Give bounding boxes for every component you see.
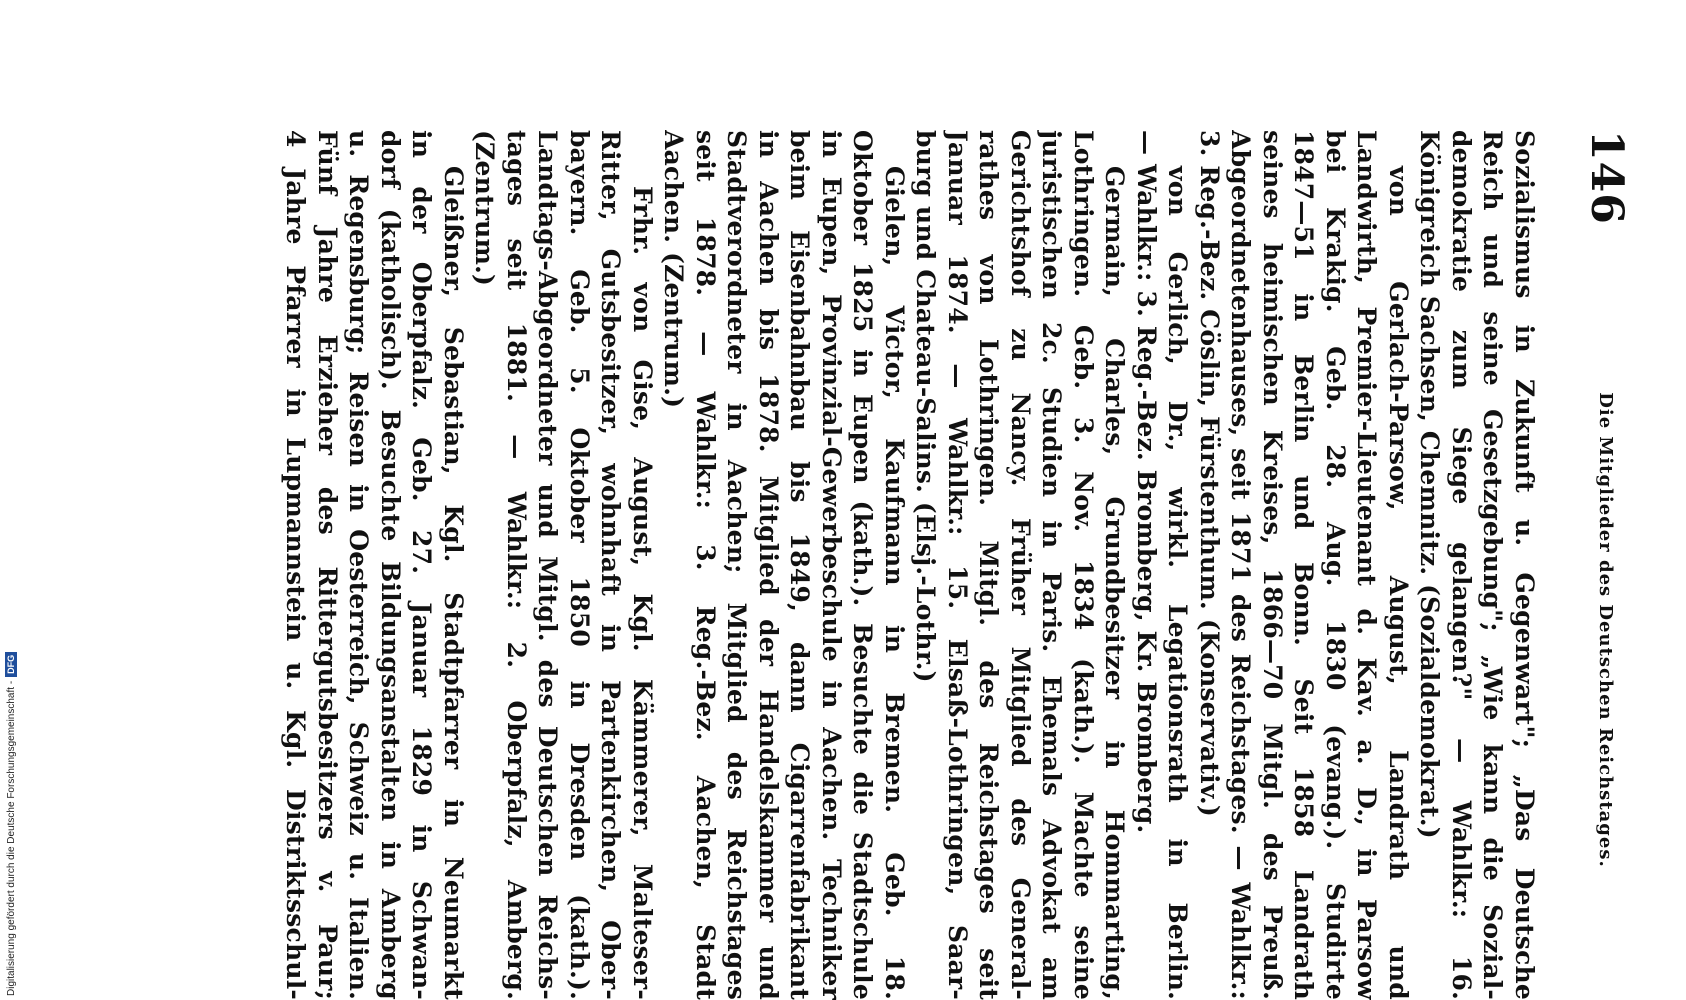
text-line: burg und Chateau-Salins. (Elsj.-Lothr.) — [911, 130, 941, 683]
text-line: Fünf Jahre Erzieher des Rittergutsbesitzers v. Paur; — [313, 130, 342, 1000]
text-line: Ritter, Gutsbesitzer, wohnhaft in Partenkirchen, Ober- — [596, 130, 626, 1000]
text-line: (Zentrum.) — [470, 130, 500, 287]
text-line: — Wahlkr.: 3. Reg.-Bez. Bromberg, Kr. Bromberg. — [1132, 130, 1161, 834]
text-line: seines heimischen Kreises, 1866—70 Mitgl. des Preuß. — [1258, 130, 1287, 1000]
text-line: Gielen, Victor, Kaufmann in Bremen. Geb. 18. — [880, 166, 909, 1000]
text-line: in Aachen bis 1878. Mitglied der Handelskammer und — [754, 130, 783, 1000]
text-line: Sozialismus in Zukunft u. Gegenwart"; „Das Deutsche — [1510, 130, 1539, 1000]
dfg-logo: DFG — [5, 652, 17, 677]
text-line: bei Krakig. Geb. 28. Aug. 1830 (evang.). Studirte — [1321, 130, 1350, 1000]
text-line: demokratie zum Siege gelangen?" — Wahlkr.: 16. — [1447, 130, 1476, 1000]
text-line: 4 Jahre Pfarrer in Lupmannstein u. Kgl. Distriktsschul- — [281, 130, 311, 1000]
text-line: seit 1878. — Wahlkr.: 3. Reg.-Bez. Aachen, Stadt — [691, 130, 720, 1000]
text-line: Landwirth, Premier-Lieutenant d. Kav. a. D., in Parsow — [1352, 130, 1382, 1000]
text-line: tages seit 1881. — Wahlkr.: 2. Oberpfalz, Amberg. — [502, 130, 531, 1000]
text-line: Landtags-Abgeordneter und Mitgl. des Deutschen Reichs- — [533, 130, 563, 1000]
text-line: Oktober 1825 in Eupen (kath.). Besuchte die Stadtschule — [848, 130, 878, 1000]
text-line: beim Eisenbahnbau bis 1849, dann Cigarrenfabrikant — [785, 130, 815, 1000]
text-line: in der Oberpfalz. Geb. 27. Januar 1829 in Schwan- — [407, 130, 437, 1000]
text-line: Januar 1874. — Wahlkr.: 15. Elsaß-Lothringen, Saar- — [943, 130, 972, 1000]
text-line: bayern. Geb. 5. Oktober 1850 in Dresden (kath.). — [565, 130, 594, 1000]
rotated-page-container — [281, 130, 1632, 1000]
digitization-credit — [0, 0, 22, 1000]
text-line: in Eupen, Provinzial-Gewerbeschule in Aachen. Techniker — [817, 130, 846, 1000]
text-line: Frhr. von Gise, August, Kgl. Kämmerer, Malteser- — [628, 186, 657, 1000]
text-line: Gerichtshof zu Nancy. Früher Mitglied des General- — [1006, 130, 1035, 1000]
text-line: von Gerlach-Parsow, August, Landrath und — [1384, 166, 1413, 1000]
page-body — [280, 130, 1540, 1000]
text-line: juristischen 2c. Studien in Paris. Ehemals Advokat am — [1037, 130, 1067, 1000]
text-line: u. Regensburg; Reisen in Oesterreich, Schweiz u. Italien. — [344, 130, 374, 1000]
text-line: Gleißner, Sebastian, Kgl. Stadtpfarrer in Neumarkt — [439, 166, 468, 1000]
text-line: 3. Reg.-Bez. Cöslin, Fürstenthum. (Konservativ.) — [1195, 130, 1224, 817]
running-head — [1560, 130, 1632, 1000]
text-line: dorf (katholisch). Besuchte Bildungsanstalten in Amberg — [376, 130, 405, 1000]
running-title: Die Mitglieder des Deutschen Reichstages. — [1595, 392, 1616, 868]
page-number: 146 — [1581, 130, 1632, 225]
text-line: 1847—51 in Berlin und Bonn. Seit 1858 Landrath — [1289, 130, 1319, 1000]
text-line: Königreich Sachsen, Chemnitz. (Sozialdemokrat.) — [1415, 130, 1445, 839]
text-line: Stadtverordneter in Aachen; Mitglied des Reichstages — [722, 130, 752, 1000]
text-line: von Gerlich, Dr., wirkl. Legationsrath in Berlin. — [1163, 166, 1193, 1000]
book-page — [281, 130, 1632, 1000]
text-line: Abgeordnetenhauses, seit 1871 des Reichstages. — Wahlkr.: — [1226, 130, 1256, 1000]
text-line: Reich und seine Gesetzgebung"; „Wie kann die Sozial- — [1478, 130, 1508, 1000]
text-line: Aachen. (Zentrum.) — [659, 130, 689, 409]
text-line: rathes von Lothringen. Mitgl. des Reichstages seit — [974, 130, 1004, 1000]
text-line: Germain, Charles, Grundbesitzer in Hommarting, — [1100, 166, 1130, 1000]
text-line: Lothringen. Geb. 3. Nov. 1834 (kath.). Machte seine — [1069, 130, 1098, 1000]
credit-text: Digitalisierung gefördert durch die Deutsche Forschungsgemeinschaft - — [5, 680, 17, 996]
